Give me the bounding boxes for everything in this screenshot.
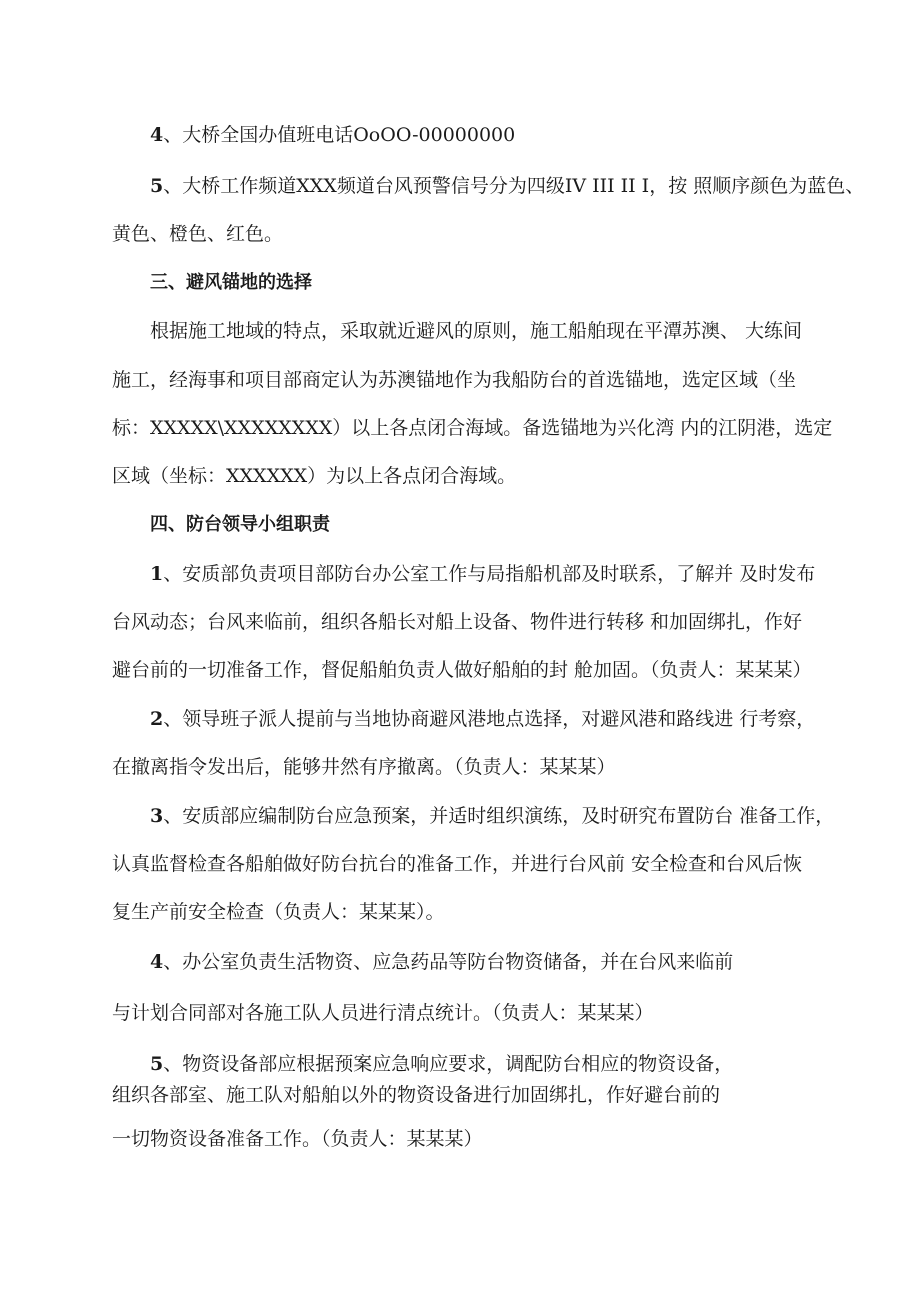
paragraph-line: 在撤离指令发出后，能够井然有序撤离。（负责人：某某某） [112,756,616,778]
paragraph-line: 复生产前安全检查（负责人：某某某）。 [112,901,445,923]
paragraph-line: 区域（坐标：XXXXXX）为以上各点闭合海域。 [112,465,517,487]
duty-item-2 [150,706,815,732]
item-text: 、物资设备部应根据预案应急响应要求，调配防台相应的物资设备， [163,1053,734,1075]
top-item-5-cont: 黄色、橙色、红色。 [112,223,284,245]
paragraph-line: 台风动态；台风来临前，组织各船长对船上设备、物件进行转移 和加固绑扎，作好 [112,611,803,633]
item-number: 5 [150,1053,164,1075]
paragraph-line: 一切物资设备准备工作。（负责人：某某某） [112,1128,483,1150]
paragraph-line: 避台前的一切准备工作，督促船舶负责人做好船舶的封 舱加固。（负责人：某某某） [112,659,812,681]
top-item-5 [150,173,864,199]
item-number: 1 [150,563,164,585]
section-heading-anchorage: 三、避风锚地的选择 [150,272,312,293]
item-number: 4 [150,951,164,973]
item-text: 、大桥工作频道XXX频道台风预警信号分为四级IV III II I，按 照顺序颜色为蓝色、 [163,175,865,197]
paragraph-line: 与计划合同部对各施工队人员进行清点统计。（负责人：某某某） [112,1002,654,1024]
item-text: 、办公室负责生活物资、应急药品等防台物资储备，并在台风来临前 [163,951,734,973]
item-text: 、大桥全国办值班电话OoOO-00000000 [163,124,516,146]
section-heading-duties: 四、防台领导小组职责 [150,514,330,535]
paragraph-line: 组织各部室、施工队对船舶以外的物资设备进行加固绑扎，作好避台前的 [112,1084,721,1106]
item-number: 5 [150,175,164,197]
item-number: 4 [150,124,164,146]
duty-item-3 [150,803,834,829]
duty-item-4 [150,949,733,975]
item-text: 、安质部负责项目部防台办公室工作与局指船机部及时联系，了解并 及时发布 [163,563,816,585]
paragraph-line: 根据施工地域的特点，采取就近避风的原则，施工船舶现在平潭苏澳、 大练间 [150,320,803,342]
paragraph-line: 施工，经海事和项目部商定认为苏澳锚地作为我船防台的首选锚地，选定区域（坐 [112,369,797,391]
item-text: 、安质部应编制防台应急预案，并适时组织演练，及时研究布置防台 准备工作， [163,805,835,827]
duty-item-1 [150,561,815,587]
item-number: 2 [150,708,164,730]
duty-item-5 [150,1051,733,1077]
top-item-4 [150,122,515,148]
item-text: 、领导班子派人提前与当地协商避风港地点选择，对避风港和路线进 行考察， [163,708,816,730]
item-number: 3 [150,805,164,827]
paragraph-line: 认真监督检查各船舶做好防台抗台的准备工作，并进行台风前 安全检查和台风后恢 [112,853,803,875]
paragraph-line: 标：XXXXX\XXXXXXXX）以上各点闭合海域。备选锚地为兴化湾 内的江阴港，选定 [112,417,833,439]
